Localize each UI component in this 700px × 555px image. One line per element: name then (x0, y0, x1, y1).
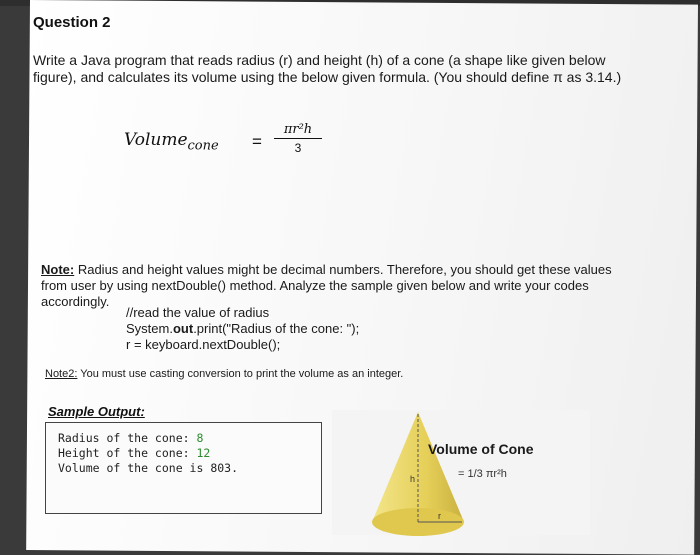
output-line-volume (58, 461, 321, 476)
note2-text: You must use casting conversion to print the volume as an integer. (77, 368, 404, 380)
cone-illustration (368, 410, 468, 540)
note-text: Radius and height values might be decimal numbers. Therefore, you should get these values from user by using nextDouble() method. Analyze the sample given below and write your codes accordingly. (41, 262, 612, 309)
note-label: Note: (41, 262, 75, 277)
output-radius-text: Radius of the cone: (58, 431, 197, 445)
question-text: Write a Java program that reads radius (r) and height (h) of a cone (a shape like given below figure), and calculates its volume using the below given formula. (You should define π as 3.14.) (33, 52, 622, 85)
formula-equals: = (252, 132, 262, 151)
note-paragraph (41, 262, 621, 310)
output-line-height (58, 446, 321, 461)
output-volume-text: Volume of the cone is 803. (58, 461, 239, 475)
formula-denominator: 3 (294, 141, 302, 155)
code-snippet (126, 305, 359, 353)
code-out: out (172, 321, 194, 336)
code-print-call: .print("Radius of the cone: "); (193, 321, 360, 336)
sample-output-label: Sample Output: (48, 404, 145, 419)
formula-fraction (274, 122, 322, 155)
output-line-radius (58, 431, 321, 446)
code-line-read: r = keyboard.nextDouble(); (126, 337, 281, 352)
figure-title: Volume of Cone (428, 441, 534, 457)
formula-numerator: πr²h (274, 122, 322, 139)
note2-label: Note2: (45, 368, 78, 380)
question-title: Question 2 (33, 14, 111, 31)
figure-formula: = 1/3 πr²h (458, 468, 507, 480)
code-comment: //read the value of radius (126, 305, 270, 320)
output-height-text: Height of the cone: (58, 446, 197, 460)
note2-paragraph (45, 368, 403, 380)
output-radius-value: 8 (196, 431, 204, 445)
formula-lhs (124, 130, 219, 153)
cone-radius-label: r (438, 511, 441, 521)
cone-height-label: h (410, 474, 416, 484)
sample-output-box (45, 422, 322, 514)
formula-lhs-word: Volume (124, 130, 188, 150)
code-system: System. (126, 321, 173, 336)
code-line-print (126, 321, 359, 337)
formula-lhs-subscript: cone (187, 138, 219, 154)
output-height-value: 12 (196, 446, 211, 460)
